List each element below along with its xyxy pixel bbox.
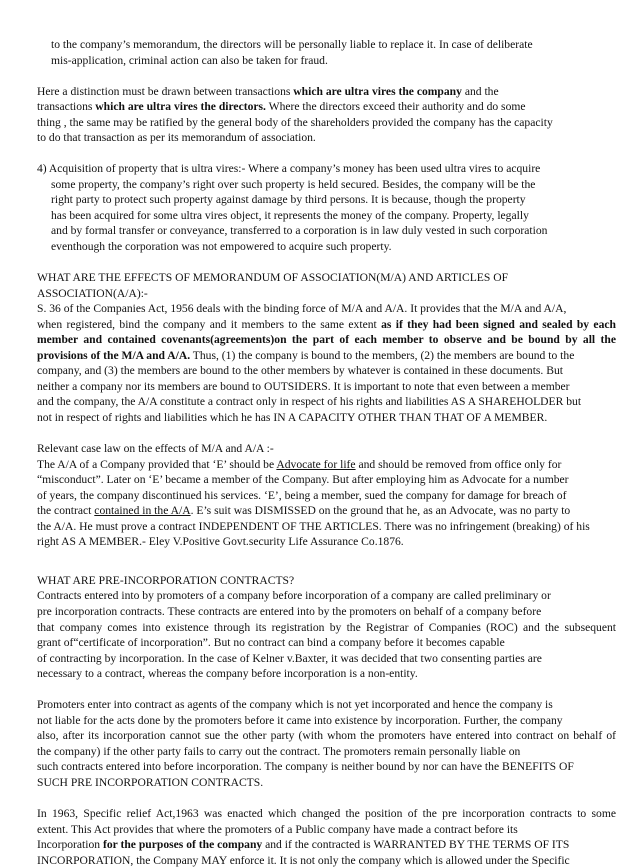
text-line: “misconduct”. Later on ‘E’ became a member of the Company. But after employing him as Advocate for a number <box>37 473 569 487</box>
text-line: also, after its incorporation cannot sue the other party (with whom the promoters have entered into contract on behalf of <box>37 729 616 743</box>
text-line: right party to protect such property against damage by third persons. It is because, though the property <box>51 193 526 207</box>
paragraph-promoters-as-agents <box>37 697 616 790</box>
text-line: of years, the company discontinued his services. ‘E’, being a member, sued the company for damage for breach of <box>37 488 567 502</box>
paragraph-specific-relief-act <box>37 806 616 868</box>
paragraph-acquisition-of-property <box>37 161 616 254</box>
text-line: pre incorporation contracts. These contracts are entered into by the promoters on behalf of a company before <box>37 604 542 618</box>
bold-phrase: provisions of the M/A and A/A. <box>37 348 191 362</box>
bold-phrase: which are ultra vires the directors. <box>95 100 266 114</box>
paragraph-pre-incorporation-definition <box>37 588 616 681</box>
paragraph-distinction <box>37 84 616 146</box>
text-line: provisions of the M/A and A/A. Thus, (1) the company is bound to the members, (2) the members are bound to the <box>37 348 575 362</box>
text-line: of contracting by incorporation. In the case of Kelner v.Baxter, it was decided that two consenting parties are <box>37 651 542 665</box>
text-line: not in respect of rights and liabilities which he has IN A CAPACITY OTHER THAN THAT OF A MEMBER. <box>37 410 548 424</box>
paragraph-ultra-vires-continuation <box>37 37 616 68</box>
heading-line: WHAT ARE PRE-INCORPORATION CONTRACTS? <box>37 573 295 587</box>
text-line: the company) if the other party fails to carry out the contract. The promoters remain personally liable on <box>37 744 521 758</box>
text-line: to do that transaction as per its memorandum of association. <box>37 131 316 145</box>
text-line: grant of“certificate of incorporation”. But no contract can bind a company before it becomes capable <box>37 636 505 650</box>
text-line: S. 36 of the Companies Act, 1956 deals with the binding force of M/A and A/A. It provides that the M/A and A/A, <box>37 302 567 316</box>
text-line: Contracts entered into by promoters of a company before incorporation of a company are called preliminary or <box>37 589 551 603</box>
bold-phrase: which are ultra vires the company <box>293 84 462 98</box>
text-line <box>37 332 616 348</box>
text-line: some property, the company’s right over such property is held secured. Besides, the company will be the <box>51 177 536 191</box>
text-line: 4) Acquisition of property that is ultra vires:- Where a company’s money has been used ultra vires to acquire <box>37 162 541 176</box>
underlined-phrase: contained in the A/A <box>94 504 191 518</box>
bold-phrase: member and contained covenants(agreements)on the part of each member to observe and be bound by all the <box>37 333 616 347</box>
text-line: and by formal transfer or conveyance, transferred to a corporation is in law duly vested in such corporation <box>51 224 548 238</box>
heading-effects-of-ma-aa <box>37 270 616 301</box>
underlined-phrase: Advocate for life <box>276 457 356 471</box>
text-line: extent. This Act provides that where the promoters of a Public company have made a contract before its <box>37 822 518 836</box>
heading-line: WHAT ARE THE EFFECTS OF MEMORANDUM OF ASSOCIATION(M/A) AND ARTICLES OF <box>37 271 509 285</box>
text-line: Relevant case law on the effects of M/A and A/A :- <box>37 442 274 456</box>
text-line: SUCH PRE INCORPORATION CONTRACTS. <box>37 775 264 789</box>
text-line: necessary to a contract, whereas the company before incorporation is a non-entity. <box>37 667 418 681</box>
text-line: The A/A of a Company provided that ‘E’ should be Advocate for life and should be removed from office only for <box>37 457 562 471</box>
heading-line: ASSOCIATION(A/A):- <box>37 286 148 300</box>
text-line: thing , the same may be ratified by the general body of the shareholders provided the company has the capacity <box>37 115 553 129</box>
text-line: the A/A. He must prove a contract INDEPENDENT OF THE ARTICLES. There was no infringement (breaking) of his <box>37 519 590 533</box>
text-line: Here a distinction must be drawn between transactions which are ultra vires the company and the <box>37 84 499 98</box>
text-line: INCORPORATION, the Company MAY enforce it. It is not only the company which is allowed under the Specific <box>37 853 570 867</box>
paragraph-case-law <box>37 441 616 550</box>
heading-pre-incorporation <box>37 573 616 589</box>
bold-phrase: as if they had been signed and sealed by each <box>381 317 616 331</box>
text-line: In 1963, Specific relief Act,1963 was enacted which changed the position of the pre incorporation contracts to some <box>37 806 616 820</box>
text-line: and the company, the A/A constitute a contract only in respect of his rights and liabilities AS A SHAREHOLDER but <box>37 395 582 409</box>
text-line: eventhough the corporation was not empowered to acquire such property. <box>51 240 392 254</box>
text-line: has been acquired for some ultra vires object, it represents the money of the company. Property, legally <box>51 208 529 222</box>
text-line: such contracts entered into before incorporation. The company is neither bound by nor can have the BENEFITS OF <box>37 760 574 774</box>
bold-phrase: for the purposes of the company <box>103 838 263 852</box>
text-line: Incorporation for the purposes of the company and if the contracted is WARRANTED BY THE TERMS OF ITS <box>37 838 570 852</box>
text-line: that company comes into existence through its registration by the Registrar of Companies (ROC) and the subsequent <box>37 620 616 634</box>
text-line: mis-application, criminal action can also be taken for fraud. <box>51 53 328 67</box>
text-line: when registered, bind the company and it members to the same extent as if they had been signed and sealed by each <box>37 317 616 331</box>
text-line: neither a company nor its members are bound to OUTSIDERS. It is important to note that even between a member <box>37 379 570 393</box>
text-line: transactions which are ultra vires the directors. Where the directors exceed their authority and do some <box>37 100 526 114</box>
text-line: not liable for the acts done by the promoters before it came into existence by incorporation. Further, the company <box>37 713 563 727</box>
text-line: company, and (3) the members are bound to the other members by whatever is contained in these documents. But <box>37 364 563 378</box>
text-line: Promoters enter into contract as agents of the company which is not yet incorporated and hence the company is <box>37 698 553 712</box>
text-line: the contract contained in the A/A. E’s suit was DISMISSED on the ground that he, as an Advocate, was no party to <box>37 504 571 518</box>
text-line: right AS A MEMBER.- Eley V.Positive Govt.security Life Assurance Co.1876. <box>37 535 404 549</box>
paragraph-section-36 <box>37 301 616 425</box>
text-line: to the company’s memorandum, the directors will be personally liable to replace it. In case of deliberate <box>51 38 533 51</box>
